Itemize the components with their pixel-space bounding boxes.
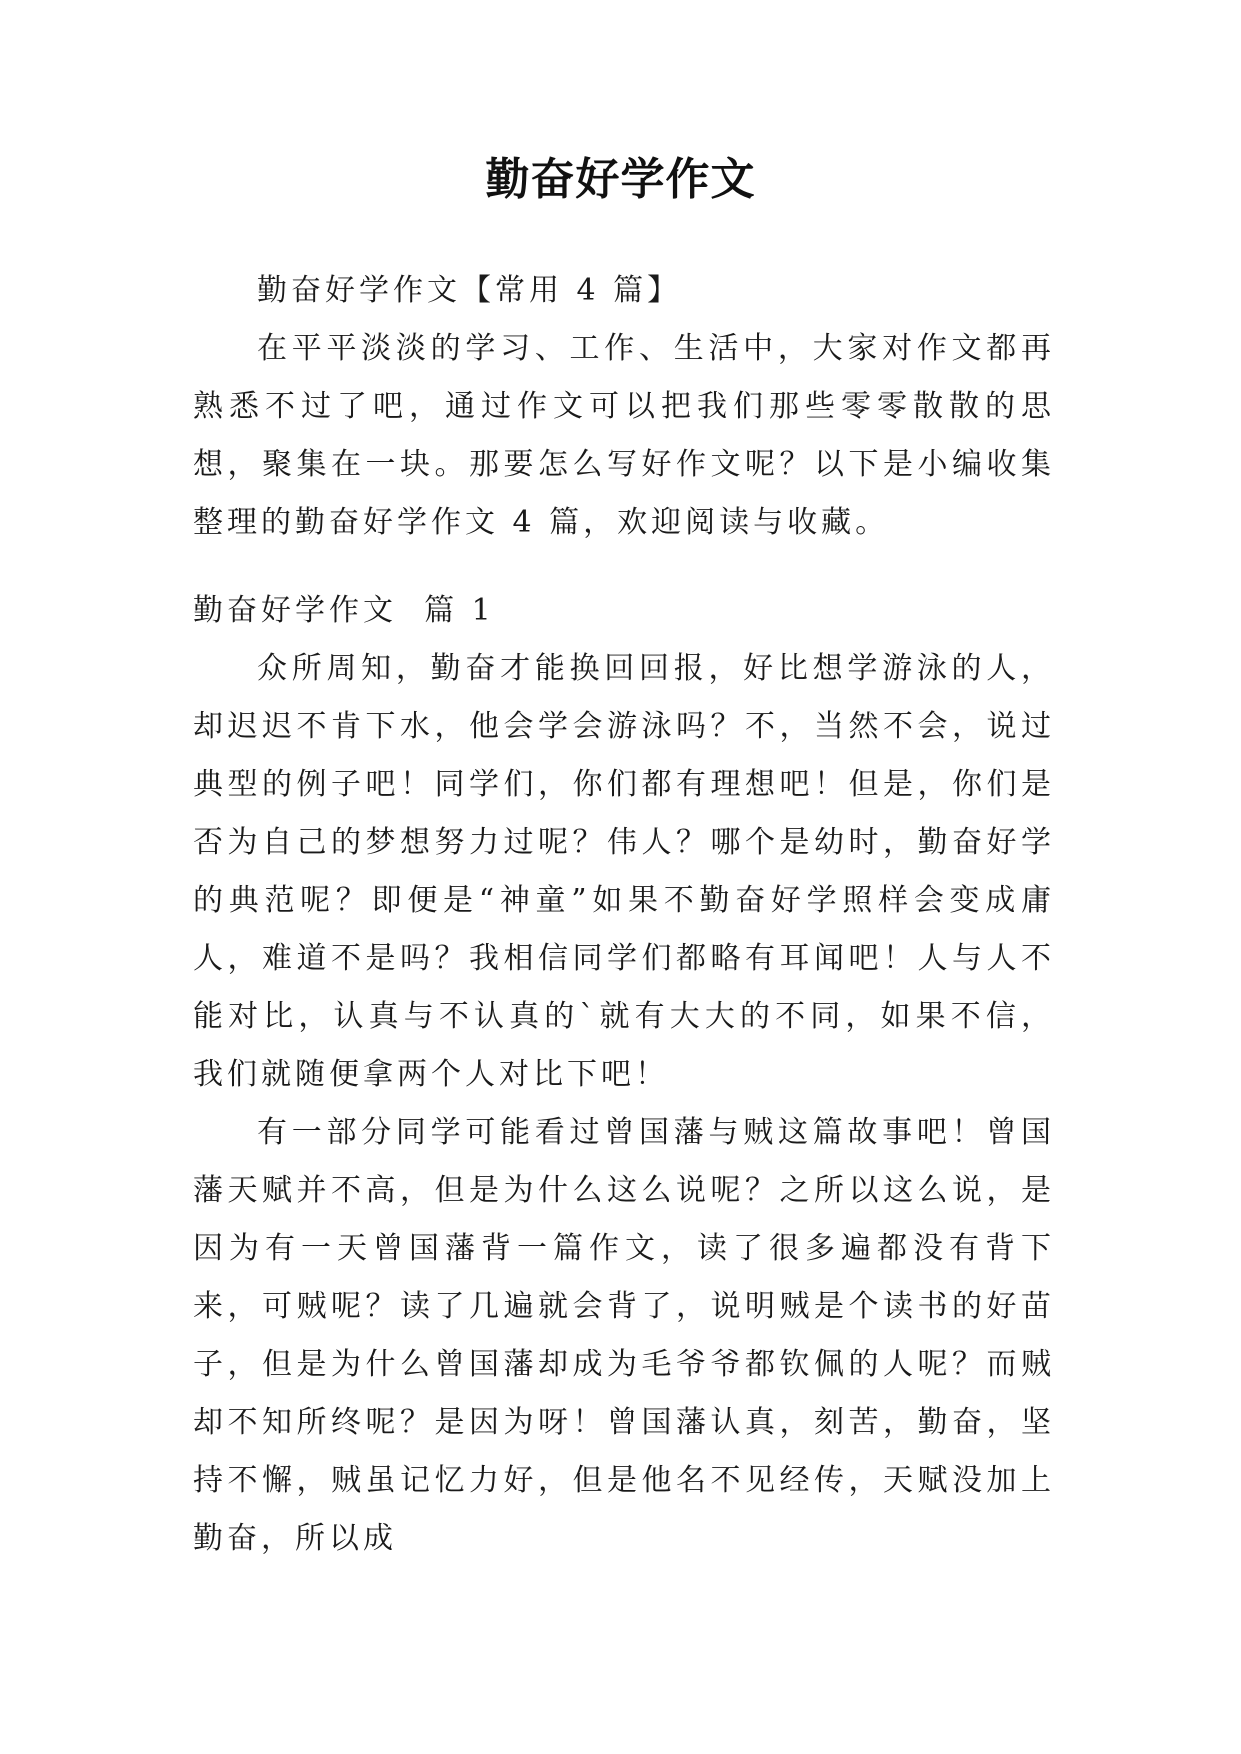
document-subtitle: 勤奋好学作文【常用 4 篇】 [257, 273, 682, 308]
intro-paragraph: 在平平淡淡的学习、工作、生活中，大家对作文都再熟悉不过了吧，通过作文可以把我们那些零零散散的思想，聚集在一块。那要怎么写好作文呢？以下是小编收集整理的勤奋好学作文 4 篇，欢迎阅读与收藏。 [193, 331, 1055, 540]
document-body [193, 262, 1055, 1568]
section-1-paragraph-2: 有一部分同学可能看过曾国藩与贼这篇故事吧！曾国藩天赋并不高，但是为什么这么说呢？之所以这么说，是因为有一天曾国藩背一篇作文，读了很多遍都没有背下来，可贼呢？读了几遍就会背了，说明贼是个读书的好苗子，但是为什么曾国藩却成为毛爷爷都钦佩的人呢？而贼却不知所终呢？是因为呀！曾国藩认真，刻苦，勤奋，坚持不懈，贼虽记忆力好，但是他名不见经传，天赋没加上勤奋，所以成 [193, 1115, 1055, 1556]
section-1-paragraph-1: 众所周知，勤奋才能换回回报，好比想学游泳的人，却迟迟不肯下水，他会学会游泳吗？不，当然不会，说过典型的例子吧！同学们，你们都有理想吧！但是，你们是否为自己的梦想努力过呢？伟人？哪个是幼时，勤奋好学的典范呢？即便是“神童”如果不勤奋好学照样会变成庸人，难道不是吗？我相信同学们都略有耳闻吧！人与人不能对比，认真与不认真的`就有大大的不同，如果不信，我们就随便拿两个人对比下吧！ [193, 651, 1055, 1092]
section-spacer [193, 552, 1055, 582]
section-1-heading: 勤奋好学作文 篇 1 [193, 593, 495, 628]
document-title: 勤奋好学作文 [485, 154, 756, 205]
